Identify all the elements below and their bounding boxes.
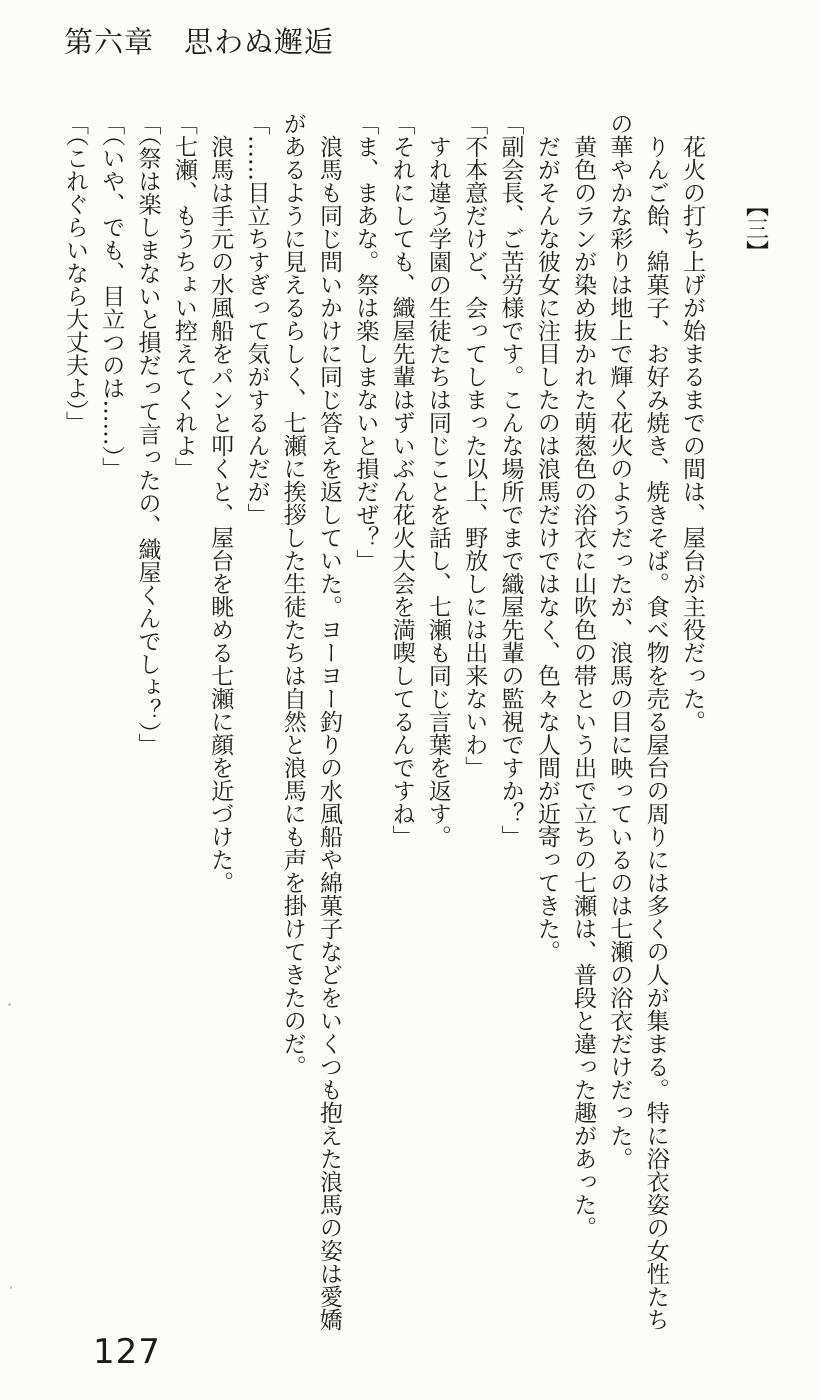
text-line: 「七瀬、もうちょい控えてくれよ」 (170, 112, 197, 480)
page-number: 127 (93, 1332, 161, 1372)
text-line: 「……目立ちすぎって気がするんだが」 (243, 112, 270, 526)
text-line: りんご飴、綿菓子、お好み焼き、焼きそば。食べ物を売る屋台の周りには多くの人が集まる。特に浴衣姿の女性たち (642, 112, 669, 1331)
scan-speck (10, 1286, 12, 1289)
text-line: 浪馬も同じ問いかけに同じ答えを返していた。ヨーヨー釣りの水風船や綿菓子などをいくつも抱えた浪馬の姿は愛嬌 (316, 112, 343, 1331)
text-line: の華やかな彩りは地上で輝く花火のようだったが、浪馬の目に映っているのは七瀬の浴衣だけだった。 (606, 112, 633, 1170)
text-line: 黄色のランが染め抜かれた萌葱色の浴衣に山吹色の帯という出で立ちの七瀬は、普段と違った趣があった。 (570, 112, 597, 1239)
text-line: 浪馬は手元の水風船をパンと叩くと、屋台を眺める七瀬に顔を近づけた。 (207, 112, 234, 894)
text-line: 「（これぐらいなら大丈夫よ）」 (61, 112, 88, 434)
text-block (57, 112, 773, 1357)
text-line: 「副会長、ご苦労様です。こんな場所でまで織屋先輩の監視ですか？」 (497, 112, 524, 848)
text-line: 「（祭は楽しまないと損だって言ったの、織屋くんでしょ？）」 (134, 112, 161, 756)
chapter-heading: 第六章 思わぬ邂逅 (64, 25, 335, 59)
section-marker: 【三】 (742, 194, 768, 263)
text-line: 「（いや、でも、目立つのは……）」 (98, 112, 125, 480)
text-line: があるように見えるらしく、七瀬に挨拶した生徒たちは自然と浪馬にも声を掛けてきたのだ。 (279, 112, 306, 1078)
text-line: すれ違う学園の生徒たちは同じことを話し、七瀬も同じ言葉を返す。 (424, 112, 451, 848)
text-line: だがそんな彼女に注目したのは浪馬だけではなく、色々な人間が近寄ってきた。 (533, 112, 560, 963)
text-line: 花火の打ち上げが始まるまでの間は、屋台が主役だった。 (679, 112, 705, 733)
text-line: 「それにしても、織屋先輩はずいぶん花火大会を満喫してるんですね」 (388, 112, 415, 848)
scan-speck (8, 1003, 11, 1006)
text-line: 「ま、まあな。祭は楽しまないと損だぜ？」 (352, 112, 379, 572)
text-line: 「不本意だけど、会ってしまった以上、野放しには出来ないわ」 (461, 112, 488, 779)
